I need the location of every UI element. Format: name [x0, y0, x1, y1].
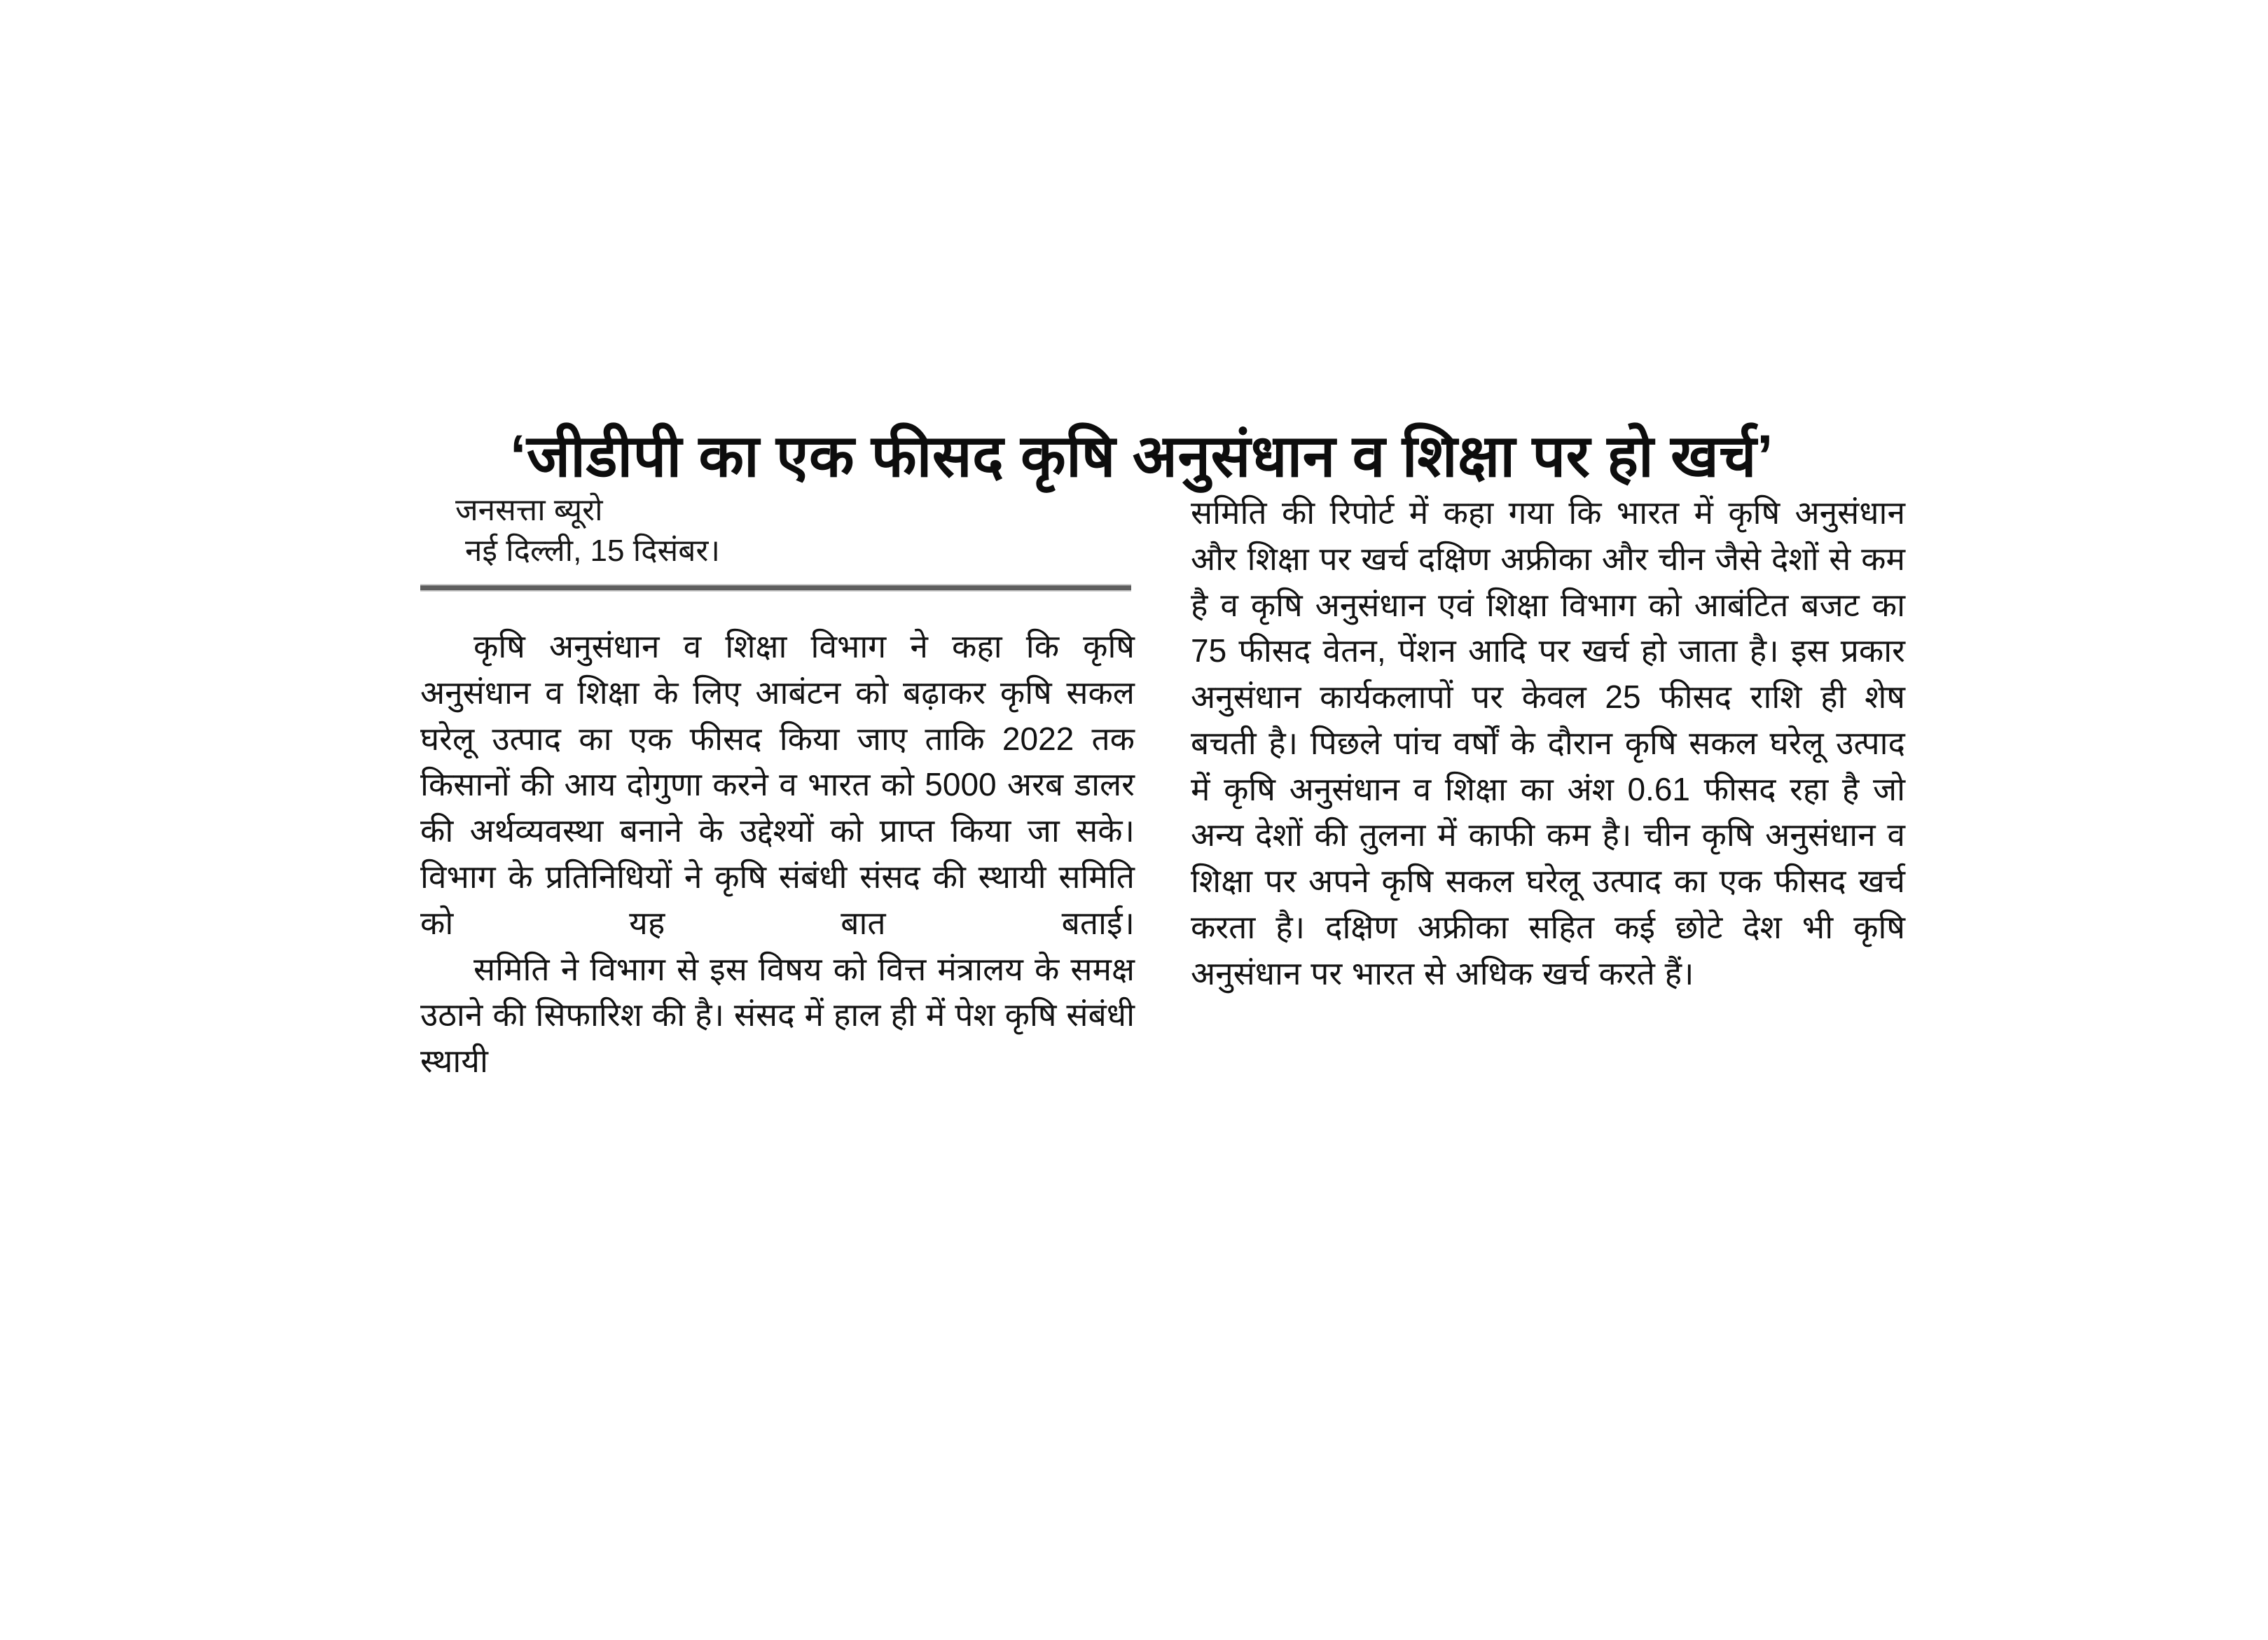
- byline: [420, 490, 1135, 571]
- page-title: ‘जीडीपी का एक फीसद कृषि अनुसंधान व शिक्षा पर हो खर्च’: [510, 423, 1773, 489]
- byline-dateline: नई दिल्ली, 15 दिसंबर।: [465, 534, 720, 569]
- article-body-left: [420, 624, 1135, 1085]
- paragraph: समिति की रिपोर्ट में कहा गया कि भारत में कृषि अनुसंधान और शिक्षा पर खर्च दक्षिण अफ्रीका और चीन जैसे देशों से कम है व कृषि अनुसंधान एवं शिक्षा विभाग को आबंटित बजट का 75 फीसद वेतन, पेंशन आदि पर खर्च हो जाता है। इस प्रकार अनुसंधान कार्यकलापों पर केवल 25 फीसद राशि ही शेष बचती है। पिछले पांच वर्षों के दौरान कृषि सकल घरेलू उत्पाद में कृषि अनुसंधान व शिक्षा का अंश 0.61 फीसद रहा है जो अन्य देशों की तुलना में काफी कम है। चीन कृषि अनुसंधान व शिक्षा पर अपने कृषि सकल घरेलू उत्पाद का एक फीसद खर्च करता है। दक्षिण अफ्रीका सहित कई छोटे देश भी कृषि अनुसंधान पर भारत से अधिक खर्च करते हैं।: [1191, 494, 1905, 992]
- article-body-right: [1191, 490, 1905, 996]
- byline-divider: [420, 584, 1131, 592]
- paragraph: समिति ने विभाग से इस विषय को वित्त मंत्रालय के समक्ष उठाने की सिफारिश की है। संसद में हाल ही में पेश कृषि संबंधी स्थायी: [420, 950, 1135, 1080]
- article-column-right: [1191, 490, 1905, 996]
- byline-organization: जनसत्ता ब्यूरो: [455, 493, 603, 527]
- article-column-left: [420, 490, 1135, 1085]
- paragraph: कृषि अनुसंधान व शिक्षा विभाग ने कहा कि कृषि अनुसंधान व शिक्षा के लिए आबंटन को बढ़ाकर कृषि सकल घरेलू उत्पाद का एक फीसद किया जाए ताकि 2022 तक किसानों की आय दोगुणा करने व भारत को 5000 अरब डालर की अर्थव्यवस्था बनाने के उद्देश्यों को प्राप्त किया जा सके। विभाग के प्रतिनिधियों ने कृषि संबंधी संसद की स्थायी समिति को यह बात बताई।: [420, 628, 1135, 941]
- article-columns: [0, 490, 2268, 1260]
